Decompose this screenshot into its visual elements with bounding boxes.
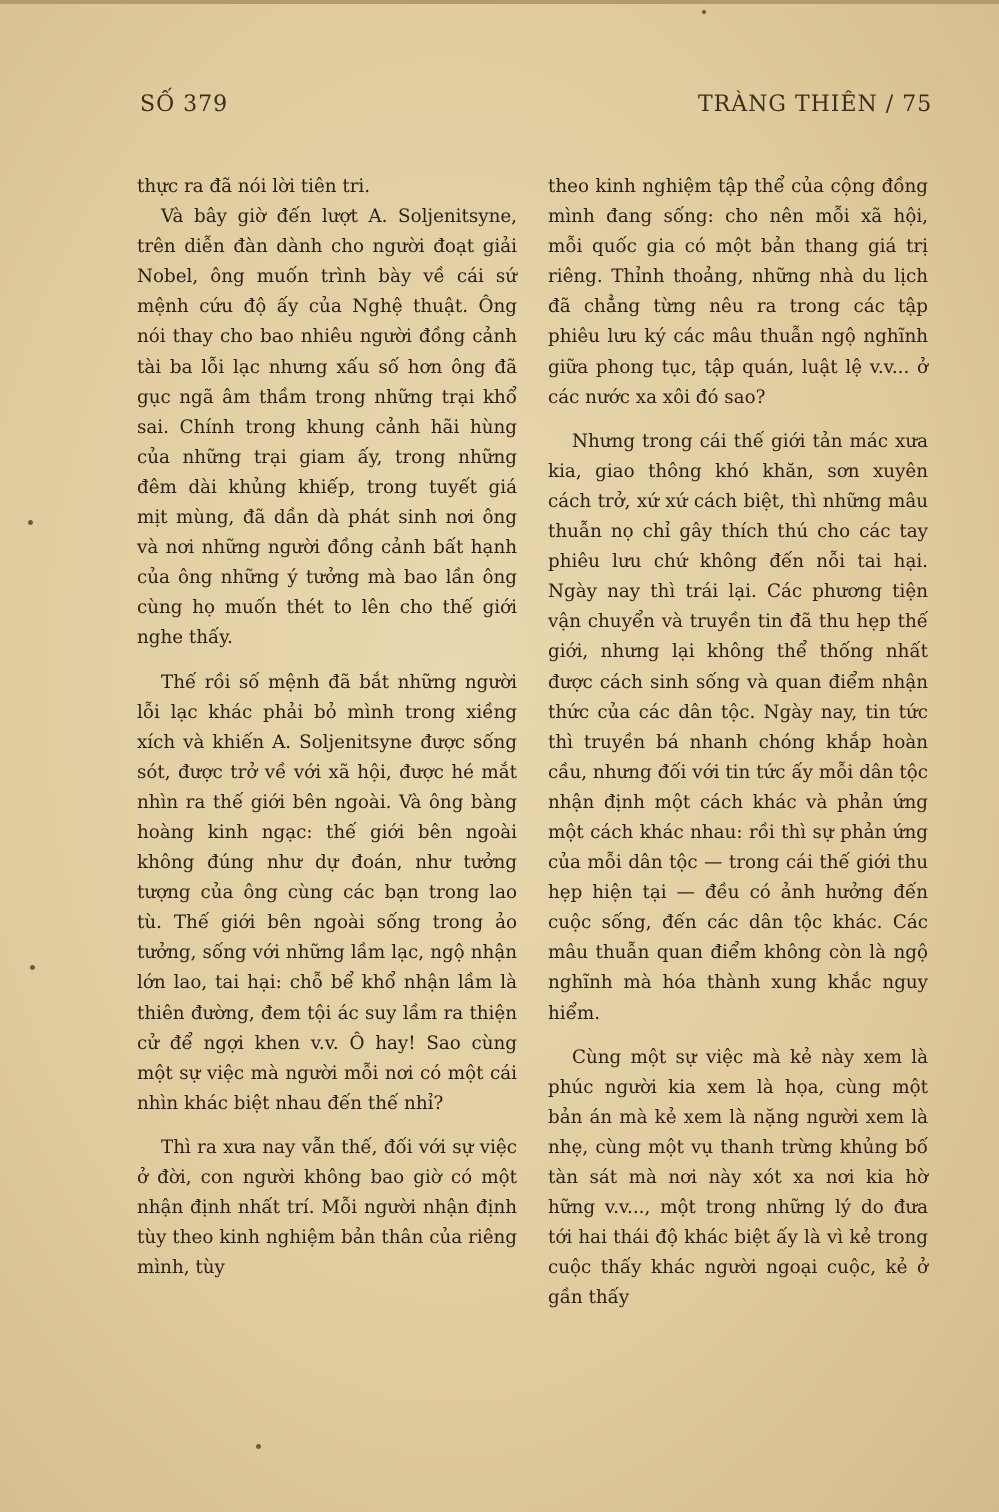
issue-number: SỐ 379: [140, 92, 229, 117]
paragraph: theo kinh nghiệm tập thể của cộng đồng mình đang sống: cho nên mỗi xã hội, mỗi quốc gia có một bản thang giá trị riêng. Thỉnh thoảng, những nhà du lịch đã chẳng từng nêu ra trong các tập phiêu lưu ký các mâu thuẫn ngộ nghĩnh giữa phong tục, tập quán, luật lệ v.v... ở các nước xa xôi đó sao?: [548, 176, 928, 408]
left-column: [137, 172, 517, 1283]
paragraph: Cùng một sự việc mà kẻ này xem là phúc người kia xem là họa, cùng một bản án mà kẻ xem là nặng người xem là nhẹ, cùng một vụ thanh trừng khủng bố tàn sát mà nơi này xót xa nơi kia hờ hững v.v..., một trong những lý do đưa tới hai thái độ khác biệt ấy là vì kẻ trong cuộc thấy khác người ngoại cuộc, kẻ ở gần thấy: [548, 1046, 928, 1309]
paragraph: Thế rồi số mệnh đã bắt những người lỗi lạc khác phải bỏ mình trong xiềng xích và khiến A. Soljenitsyne được sống sót, được trở về với xã hội, được hé mắt nhìn ra thế giới bên ngoài. Và ông bàng hoàng kinh ngạc: thế giới bên ngoài không đúng như dự đoán, như tưởng tượng của ông cùng các bạn trong lao tù. Thế giới bên ngoài sống trong ảo tưởng, sống với những lầm lạc, ngộ nhận lớn lao, tai hại: chỗ bể khổ nhận lầm là thiên đường, đem tội ác suy lầm ra thiện cử để ngợi khen v.v. Ô hay! Sao cùng một sự việc mà người mỗi nơi có một cái nhìn khác biệt nhau đến thế nhỉ?: [137, 671, 517, 1114]
paper-blemish: [30, 965, 35, 970]
paper-blemish: [28, 520, 33, 525]
paragraph: Và bây giờ đến lượt A. Soljenitsyne, trên diễn đàn dành cho người đoạt giải Nobel, ông muốn trình bày về cái sứ mệnh cứu độ ấy của Nghệ thuật. Ông nói thay cho bao nhiêu người đồng cảnh tài ba lỗi lạc nhưng xấu số hơn ông đã gục ngã âm thầm trong những trại khổ sai. Chính trong khung cảnh hãi hùng của những trại giam ấy, trong những đêm dài khủng khiếp, trong tuyết giá mịt mùng, đã dần dà phát sinh nơi ông và nơi những người đồng cảnh bất hạnh của ông những ý tưởng mà bao lần ông cùng họ muốn thét to lên cho thế giới nghe thấy.: [137, 206, 517, 649]
paragraph: Nhưng trong cái thế giới tản mác xưa kia, giao thông khó khăn, sơn xuyên cách trở, xứ xứ cách biệt, thì những mâu thuẫn nọ chỉ gây thích thú cho các tay phiêu lưu chứ không đến nỗi tai hại. Ngày nay thì trái lại. Các phương tiện vận chuyển và truyền tin đã thu hẹp thế giới, nhưng lại không thể thống nhất được cách sinh sống và quan điểm nhận thức của các dân tộc. Ngày nay, tin tức thì truyền bá nhanh chóng khắp hoàn cầu, nhưng đối với tin tức ấy mỗi dân tộc nhận định một cách khác và phản ứng một cách khác nhau: rồi thì sự phản ứng của mỗi dân tộc — trong cái thế giới thu hẹp hiện tại — đều có ảnh hưởng đến cuộc sống, đến các dân tộc khác. Các mâu thuẫn quan điểm không còn là ngộ nghĩnh mà hóa thành xung khắc nguy hiểm.: [548, 430, 928, 1024]
paragraph: thực ra đã nói lời tiên tri.: [137, 176, 371, 197]
running-header-page-number: TRÀNG THIÊN / 75: [698, 92, 933, 117]
paragraph: Thì ra xưa nay vẫn thế, đối với sự việc ở đời, con người không bao giờ có một nhận định nhất trí. Mỗi người nhận định tùy theo kinh nghiệm bản thân của riêng mình, tùy: [137, 1136, 517, 1279]
page-top-edge: [0, 0, 999, 4]
right-column: [548, 172, 928, 1313]
paper-blemish: [256, 1444, 261, 1449]
paper-blemish: [702, 10, 706, 14]
